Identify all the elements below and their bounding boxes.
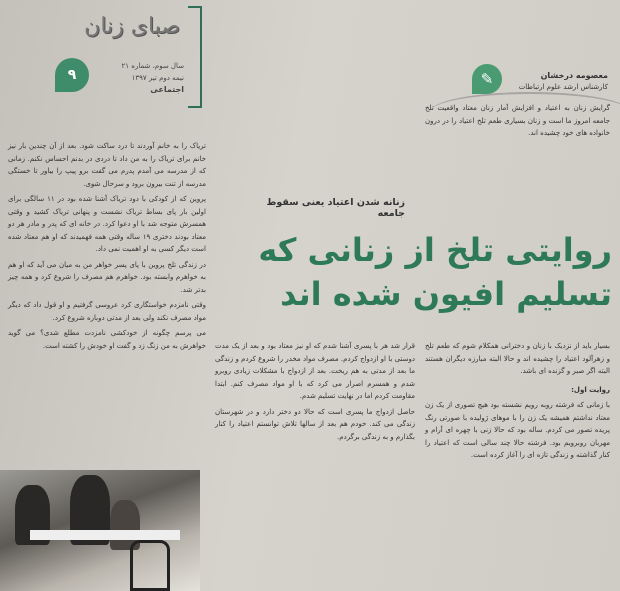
subheading: روایت اول: xyxy=(571,385,610,394)
paragraph: گرایش زنان به اعتیاد و افزایش آمار زنان معتاد واقعیت تلخ جامعه امروز ما است و زنان بسیاری طعم تلخ اعتیاد را در درون خانواده های خود چشیده اند. xyxy=(425,104,610,137)
paragraph: با زمانی که فرشته روبه رویم نشسته بود هیچ تصوری از یک زن معتاد نداشتم همیشه یک زن را با موهای ژولیده با صورتی رنگ پریده تصور می کردم. ساله بود که حالا زنی با چهره ای آرام و مهربان روبرویم بود. فرشته حالا چند سالی است که اعتیاد را کنار گذاشته و زندگی تازه ای را آغاز کرده است. xyxy=(425,401,610,459)
article-kicker: زنانه شدن اعتیاد یعنی سقوط جامعه xyxy=(266,197,405,219)
middle-column xyxy=(215,340,415,446)
paragraph: بسیار باید از نزدیک با زنان و دخترانی همکلام شوم که طعم تلخ و زهرآلود اعتیاد را چشیده اند و حالا البته مبارزه دیگران هستند البته اگر صبر و گزنده ای باشد. xyxy=(425,342,610,375)
pen-icon: ✎ xyxy=(472,64,502,94)
author-title: کارشناس ارشد علوم ارتباطات xyxy=(518,83,608,91)
article-photo xyxy=(0,470,200,591)
paragraph: می پرسم چگونه از خودکشی نامزدت مطلع شدی؟ می گوید خواهرش به من زنگ زد و گفت او خودش را کشته است. xyxy=(8,329,206,350)
paragraph: پروین که از کودکی با دود تریاک آشنا شده بود در ۱۱ سالگی برای اولین بار پای بساط تریاک نشست و پنهانی تریاک کشید و وقتی همسرش متوجه شد با او دعوا کرد. در خانه ای که پدر و مادر هر دو معتاد بودند دختری ۱۹ ساله وقتی همه فهمیدند که او هم معتاد شده است دیگر کسی به او اهمیت نمی داد. xyxy=(8,195,207,253)
right-column-top xyxy=(425,102,610,143)
issue-date: نیمه دوم تیر ۱۳۹۷ xyxy=(131,74,184,82)
issue-info xyxy=(104,60,184,96)
paragraph: وقتی نامزدم خواستگاری کرد عروسی گرفتیم و او قول داد که دیگر مواد مصرف نکند ولی بعد از مدتی دوباره شروع کرد. xyxy=(8,301,206,322)
author-name: معصومه درخشان xyxy=(540,71,608,80)
left-column xyxy=(8,140,206,355)
article-headline: روایتی تلخ از زنانی که تسلیم افیون شده اند xyxy=(258,231,612,313)
author-byline xyxy=(508,70,608,93)
right-column xyxy=(425,340,610,465)
paragraph: در زندگی تلخ پروین با پای پسر خواهر من به میان می آید که او هم به خواهرم وابسته بود. خواهرم هم مصرف را شروع کرد و همه چیز بدتر شد. xyxy=(8,260,206,294)
paragraph: قرار شد هر با پسری آشنا شدم که او نیز معتاد بود و بعد از یک مدت دوستی با او ازدواج کردم. مصرف مواد مخدر را شروع کردم و زندگی ما بعد از مدتی به هم ریخت. بعد از ازدواج با مشکلات زیادی روبرو شدم و همسرم اصرار می کرد که با او مواد مصرف کنم. ابتدا مقاومت کردم اما در نهایت تسلیم شدم. xyxy=(215,342,415,400)
section-label: اجتماعی xyxy=(150,85,184,94)
paragraph: حاصل ازدواج ما پسری است که حالا دو دختر دارد و در شهرستان زندگی می کند. خودم هم بعد از سالها تلاش توانستم اعتیاد را کنار بگذارم و به زندگی برگردم. xyxy=(215,407,415,441)
paragraph: تریاک را به خانم آوردند تا درد ساکت شود. بعد از آن چندین بار نیز خانم برای تریاک را به من داد تا دردی در بدنم احساس نکنم. زمانی که از مدرسه می آمدم پدرم می گفت برو پیپ را بیاور تا خستگی مدرسه از تنت بیرون برود و سرحال شوی. xyxy=(8,142,206,188)
header-bracket xyxy=(188,6,202,108)
page-number-badge: ۹ xyxy=(55,58,89,92)
issue-number: سال سوم، شماره ۲۱ xyxy=(121,62,184,70)
magazine-logo: صبای زنان xyxy=(84,14,180,39)
